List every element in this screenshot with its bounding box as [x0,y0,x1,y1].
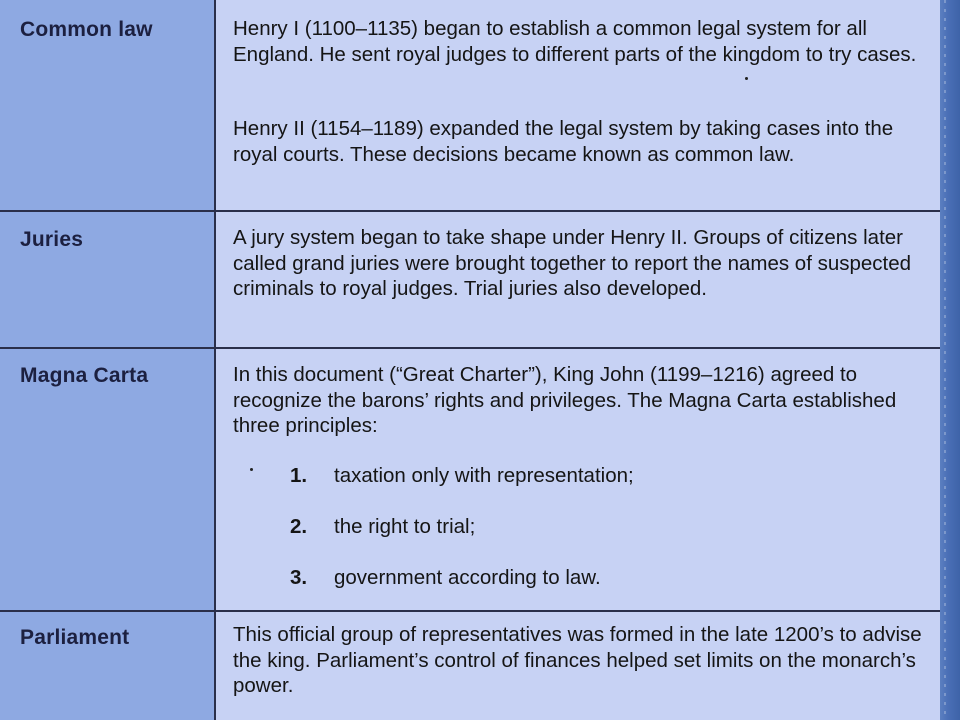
list-item-text: taxation only with representation; [334,464,634,487]
description-column [215,0,940,720]
list-item-number: 2. [290,515,308,538]
list-item-number: 3. [290,566,308,589]
slide-edge-bar [940,0,960,720]
scan-speck [250,468,253,471]
common-law-paragraph-2: Henry II (1154–1189) expanded the legal system by taking cases into the royal courts. These decisions became known as common law. [233,117,894,166]
term-common-law: Common law [20,18,153,41]
term-column [0,0,215,720]
row-divider [0,210,940,212]
row-divider [0,347,940,349]
juries-paragraph: A jury system began to take shape under Henry II. Groups of citizens later called grand juries were brought together to report the names of suspected criminals to royal judges. Trial juries also developed. [233,226,912,300]
parliament-paragraph: This official group of representatives was formed in the late 1200’s to advise the king. Parliament’s control of finances helped set limits on the monarch’s power. [233,623,922,697]
term-magna-carta: Magna Carta [20,364,149,387]
list-item-text: the right to trial; [334,515,476,538]
list-item [290,566,601,590]
list-item [290,464,634,488]
column-divider [214,0,216,720]
list-item [290,515,475,539]
row-divider [0,610,940,612]
term-juries: Juries [20,228,84,251]
list-item-text: government according to law. [334,566,601,589]
scan-speck [745,77,748,80]
magna-carta-paragraph: In this document (“Great Charter”), King John (1199–1216) agreed to recognize the barons’ rights and privileges. The Magna Carta established three principles: [233,363,897,437]
term-parliament: Parliament [20,626,130,649]
common-law-paragraph-1: Henry I (1100–1135) began to establish a common legal system for all England. He sent royal judges to different parts of the kingdom to try cases. [233,17,917,66]
list-item-number: 1. [290,464,308,487]
